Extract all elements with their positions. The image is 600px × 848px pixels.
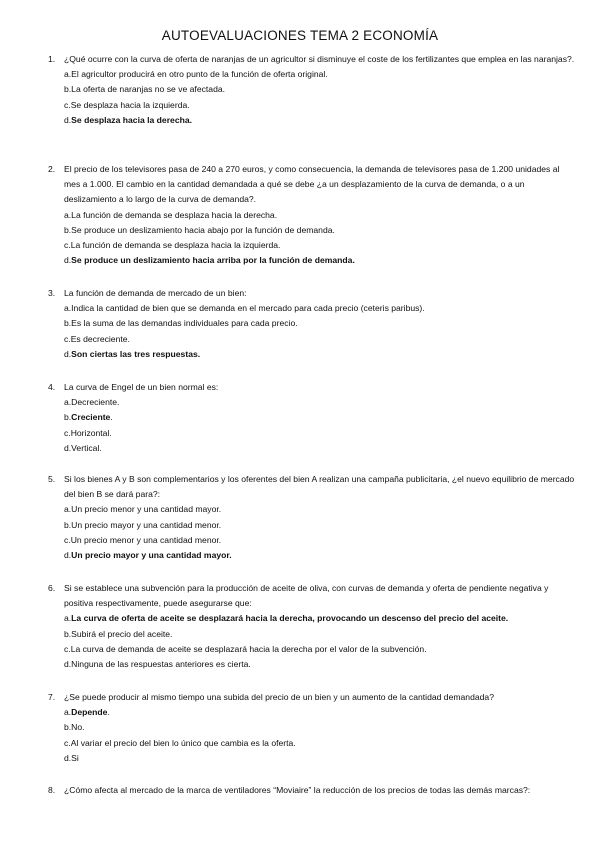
question-text: La función de demanda de mercado de un bien: (64, 288, 247, 298)
option-text: Al variar el precio del bien lo único que cambia es la oferta. (70, 737, 296, 748)
option-letter: b. (64, 519, 72, 530)
option-text: La curva de oferta de aceite se desplazará hacia la derecha, provocando un descenso del precio del aceite. (71, 613, 509, 624)
question-text: Si los bienes A y B son complementarios y los oferentes del bien A realizan una campaña publicitaria, ¿el nuevo equilibrio de mercado del bien B se dará para?: (64, 474, 575, 500)
answer-option (48, 253, 578, 268)
question-number: 3. (48, 288, 56, 298)
answer-option (48, 720, 578, 735)
option-letter: a. (64, 69, 72, 80)
option-letter: c. (64, 534, 71, 545)
answer-option (48, 705, 578, 720)
question-text: El precio de los televisores pasa de 240 a 270 euros, y como consecuencia, la demanda de televisores pasa de 1.200 unidades al mes a 1.000. El cambio en la cantidad demandada a qué se debe ¿a un desplazamiento de la curva de demanda, o a un deslizamiento a lo largo de la curva de demanda?. (64, 164, 560, 205)
answer-option (48, 347, 578, 362)
option-suffix: . (107, 707, 110, 718)
option-letter: b. (64, 318, 72, 329)
question-number: 2. (48, 164, 56, 174)
option-letter: c. (64, 333, 71, 344)
option-text: Son ciertas las tres respuestas. (71, 348, 201, 359)
answer-option (48, 518, 578, 533)
answer-option (48, 642, 578, 657)
option-text: Un precio menor y una cantidad menor. (70, 534, 222, 545)
answer-option (48, 67, 578, 82)
option-letter: a. (64, 707, 72, 718)
option-text: No. (71, 722, 85, 733)
answer-option (48, 426, 578, 441)
option-text: Ninguna de las respuestas anteriores es cierta. (71, 659, 251, 670)
option-text: La curva de demanda de aceite se desplazará hacia la derecha por el valor de la subvención. (70, 643, 427, 654)
answer-option (48, 98, 578, 113)
option-letter: d. (64, 255, 72, 266)
option-text: La función de demanda se desplaza hacia la izquierda. (70, 240, 281, 251)
question-5 (48, 472, 578, 563)
option-letter: d. (64, 659, 72, 670)
question-number: 7. (48, 692, 56, 702)
answer-option (48, 332, 578, 347)
question-stem (48, 52, 578, 67)
question-text: ¿Se puede producir al mismo tiempo una subida del precio de un bien y un aumento de la cantidad demandada? (64, 692, 494, 702)
option-text: La función de demanda se desplaza hacia la derecha. (71, 209, 278, 220)
option-text: Decreciente. (71, 397, 120, 408)
question-number: 5. (48, 474, 56, 484)
answer-option (48, 82, 578, 97)
option-letter: b. (64, 224, 72, 235)
answer-option (48, 751, 578, 766)
answer-option (48, 410, 578, 425)
question-6 (48, 581, 578, 672)
page-title: AUTOEVALUACIONES TEMA 2 ECONOMÍA (161, 28, 439, 43)
question-4 (48, 380, 578, 456)
option-letter: c. (64, 643, 71, 654)
question-text: La curva de Engel de un bien normal es: (64, 382, 219, 392)
option-text: Es decreciente. (70, 333, 130, 344)
option-text: Un precio mayor y una cantidad mayor. (71, 550, 232, 561)
option-letter: d. (64, 114, 72, 125)
question-stem (48, 286, 578, 301)
option-letter: b. (64, 722, 72, 733)
option-letter: a. (64, 613, 72, 624)
option-letter: c. (64, 240, 71, 251)
answer-option (48, 395, 578, 410)
option-text: El agricultor producirá en otro punto de la función de oferta original. (71, 69, 328, 80)
option-letter: c. (64, 99, 71, 110)
option-text: Se desplaza hacia la izquierda. (70, 99, 190, 110)
option-text: Es la suma de las demandas individuales para cada precio. (71, 318, 298, 329)
answer-option (48, 627, 578, 642)
question-text: ¿Cómo afecta al mercado de la marca de ventiladores “Moviaire” la reducción de los precios de todas las demás marcas?: (64, 785, 531, 795)
question-stem (48, 690, 578, 705)
option-text: Se desplaza hacia la derecha. (71, 114, 193, 125)
answer-option (48, 301, 578, 316)
option-letter: b. (64, 84, 72, 95)
answer-option (48, 316, 578, 331)
option-text: Vertical. (71, 442, 102, 453)
question-3 (48, 286, 578, 362)
question-2 (48, 162, 578, 268)
question-stem (48, 581, 578, 611)
option-letter: a. (64, 397, 72, 408)
option-letter: a. (64, 504, 72, 515)
option-letter: c. (64, 737, 71, 748)
option-letter: d. (64, 752, 72, 763)
question-text: ¿Qué ocurre con la curva de oferta de naranjas de un agricultor si disminuye el coste de los fertilizantes que emplea en las naranjas?. (64, 54, 575, 64)
option-letter: b. (64, 628, 72, 639)
answer-option (48, 441, 578, 456)
option-text: Si (71, 752, 79, 763)
answer-option (48, 533, 578, 548)
option-letter: d. (64, 348, 72, 359)
option-text: Subirá el precio del aceite. (71, 628, 173, 639)
question-stem (48, 783, 578, 798)
answer-option (48, 736, 578, 751)
option-letter: d. (64, 442, 72, 453)
question-stem (48, 472, 578, 502)
question-number: 8. (48, 785, 56, 795)
question-1 (48, 52, 578, 128)
option-letter: c. (64, 427, 71, 438)
answer-option (48, 657, 578, 672)
answer-option (48, 548, 578, 563)
answer-option (48, 611, 578, 626)
question-number: 1. (48, 54, 56, 64)
question-stem (48, 380, 578, 395)
question-8 (48, 783, 578, 798)
answer-option (48, 208, 578, 223)
option-letter: a. (64, 209, 72, 220)
question-number: 4. (48, 382, 56, 392)
option-text: Horizontal. (70, 427, 112, 438)
answer-option (48, 113, 578, 128)
option-suffix: . (110, 412, 113, 423)
question-number: 6. (48, 583, 56, 593)
option-letter: b. (64, 412, 72, 423)
answer-option (48, 502, 578, 517)
option-text: Un precio mayor y una cantidad menor. (71, 519, 222, 530)
option-text: Un precio menor y una cantidad mayor. (71, 504, 222, 515)
question-text: Si se establece una subvención para la producción de aceite de oliva, con curvas de demanda y oferta de pendiente negativa y positiva respectivamente, puede asegurarse que: (64, 583, 549, 609)
option-text: Creciente (71, 412, 111, 423)
question-stem (48, 162, 578, 208)
option-text: Indica la cantidad de bien que se demanda en el mercado para cada precio (ceteris paribus). (71, 303, 425, 314)
option-text: La oferta de naranjas no se ve afectada. (71, 84, 226, 95)
answer-option (48, 238, 578, 253)
option-text: Se produce un deslizamiento hacia arriba por la función de demanda. (71, 255, 355, 266)
answer-option (48, 223, 578, 238)
question-7 (48, 690, 578, 766)
option-letter: d. (64, 550, 72, 561)
option-text: Se produce un deslizamiento hacia abajo por la función de demanda. (71, 224, 335, 235)
option-text: Depende (71, 707, 108, 718)
option-letter: a. (64, 303, 72, 314)
